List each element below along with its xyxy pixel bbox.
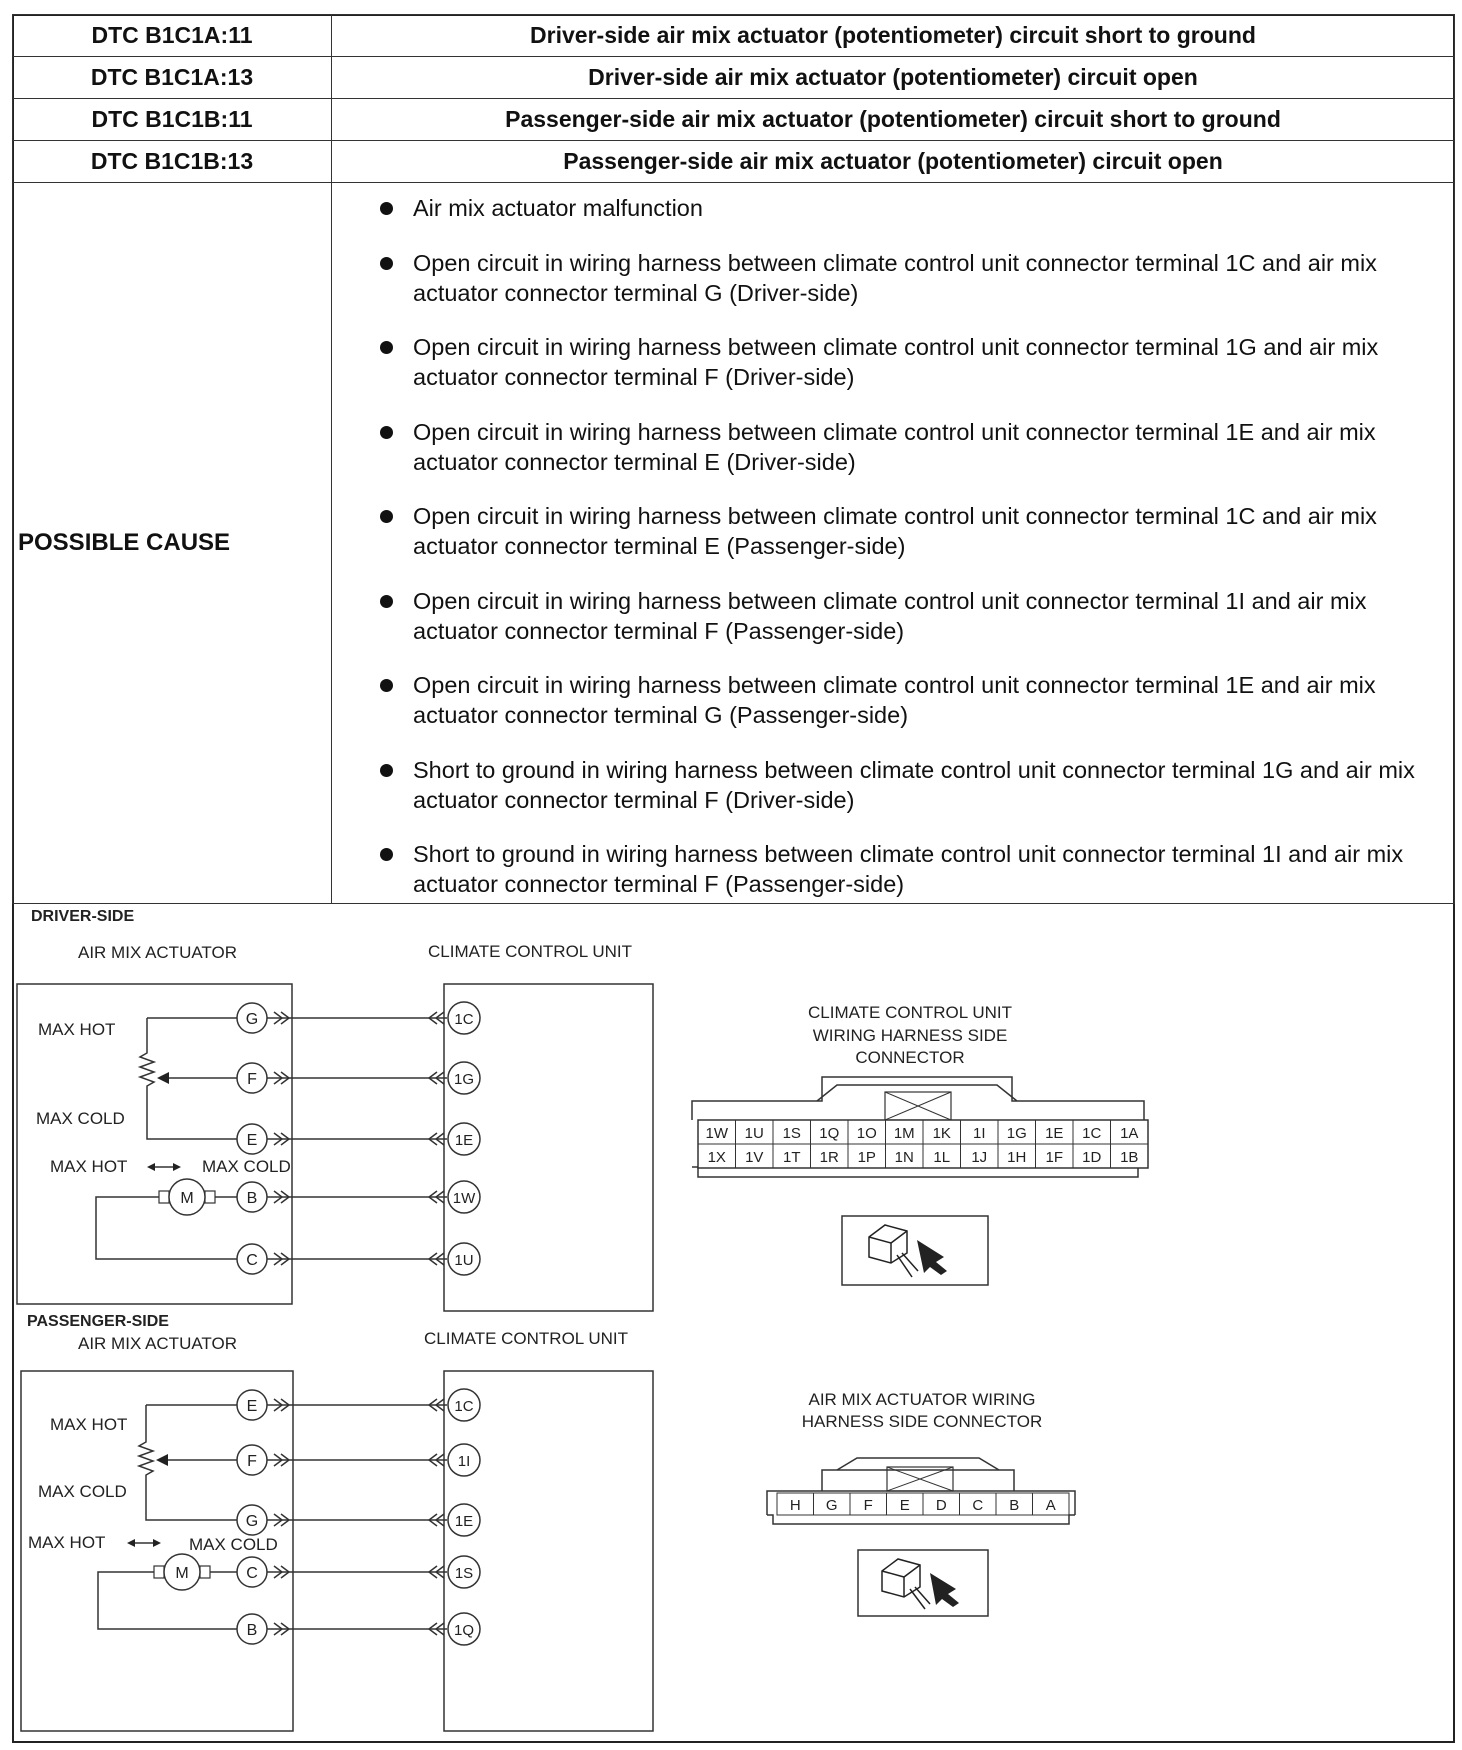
cause-text: Short to ground in wiring harness between climate control unit connector terminal 1G and air mix actuator connector terminal F (Driver-side) [413, 756, 1415, 813]
ccu-pin-label: 1W [452, 1190, 476, 1207]
ccu-pin-label: 1E [454, 1513, 474, 1530]
possible-cause-cell [332, 183, 1455, 904]
wiring-diagram [12, 905, 1455, 1741]
ccu-pin-label: 1C [454, 1398, 474, 1415]
passenger-max-cold-label: MAX COLD [38, 1482, 127, 1501]
list-item [380, 501, 1434, 561]
dtc-code: DTC B1C1A:13 [13, 57, 332, 99]
bullet-icon [380, 510, 393, 523]
table-row [13, 141, 1455, 183]
ccu-connector-title-line: CLIMATE CONTROL UNIT [807, 1003, 1013, 1022]
cause-text: Open circuit in wiring harness between climate control unit connector terminal 1E and air mix actuator connector terminal E (Driver-side) [413, 418, 1376, 475]
terminal-label: 1E [1045, 1125, 1064, 1142]
actuator-pin-label: B [246, 1190, 258, 1207]
ccu-connector-diagram [692, 1003, 1148, 1285]
cause-text: Air mix actuator malfunction [413, 195, 703, 221]
list-item [380, 839, 1434, 899]
passenger-actuator-title: AIR MIX ACTUATOR [78, 1334, 238, 1353]
ccu-pin-label: 1I [457, 1453, 471, 1470]
actuator-connector-terminals [777, 1493, 1069, 1515]
list-item [380, 332, 1434, 392]
list-item [380, 248, 1434, 308]
terminal-label: 1J [971, 1149, 988, 1166]
actuator-pin-label: B [246, 1622, 258, 1639]
actuator-pin-label: E [246, 1398, 258, 1415]
ccu-pin-label: 1G [453, 1071, 475, 1088]
passenger-potentiometer [139, 1405, 250, 1520]
actuator-pin-label: C [246, 1252, 258, 1269]
list-item [380, 755, 1434, 815]
bullet-icon [380, 764, 393, 777]
actuator-pin-label: G [245, 1011, 259, 1028]
actuator-connector-diagram [767, 1390, 1075, 1616]
passenger-section-title: PASSENGER-SIDE [27, 1313, 169, 1330]
ccu-pin-label: 1C [454, 1011, 474, 1028]
dtc-table [12, 14, 1455, 904]
terminal-label: F [863, 1497, 873, 1514]
terminal-label: 1G [1006, 1125, 1027, 1142]
driver-actuator-title: AIR MIX ACTUATOR [78, 943, 238, 962]
terminal-label: 1I [972, 1125, 986, 1142]
driver-side-diagram [17, 908, 653, 1311]
connector-view-icon [842, 1216, 988, 1285]
terminal-label: D [935, 1497, 947, 1514]
connector-view-icon [858, 1550, 988, 1616]
passenger-wiper-arrow [156, 1454, 250, 1466]
terminal-label: 1C [1082, 1125, 1102, 1142]
terminal-label: 1H [1007, 1149, 1027, 1166]
ccu-pin-label: 1Q [453, 1622, 475, 1639]
driver-motor-label: M [180, 1190, 194, 1207]
terminal-label: 1A [1120, 1125, 1139, 1142]
terminal-label: 1D [1082, 1149, 1102, 1166]
terminal-label: G [825, 1497, 838, 1514]
terminal-label: H [789, 1497, 801, 1514]
terminal-label: 1V [745, 1149, 764, 1166]
terminal-label: 1L [933, 1149, 951, 1166]
passenger-motor-hot-label: MAX HOT [28, 1533, 106, 1552]
bullet-icon [380, 202, 393, 215]
passenger-motor-circuit [98, 1554, 250, 1629]
driver-section-title: DRIVER-SIDE [31, 908, 135, 925]
passenger-side-diagram [21, 1313, 653, 1731]
driver-wiper-arrow [157, 1072, 250, 1084]
bullet-icon [380, 426, 393, 439]
ccu-connector-title-line: CONNECTOR [855, 1048, 965, 1067]
driver-motor-cold-label: MAX COLD [202, 1157, 291, 1176]
terminal-label: A [1045, 1497, 1056, 1514]
cause-text: Open circuit in wiring harness between climate control unit connector terminal 1I and air mix actuator connector terminal F (Passenger-side) [413, 587, 1367, 644]
terminal-label: 1Q [819, 1125, 840, 1142]
passenger-ccu-title: CLIMATE CONTROL UNIT [424, 1329, 629, 1348]
passenger-motor-cold-label: MAX COLD [189, 1535, 278, 1554]
driver-max-cold-label: MAX COLD [36, 1109, 125, 1128]
terminal-label: 1F [1045, 1149, 1064, 1166]
passenger-motor-arrows [127, 1539, 161, 1547]
bullet-icon [380, 848, 393, 861]
list-item [380, 193, 1434, 223]
terminal-label: C [972, 1497, 984, 1514]
terminal-label: 1T [782, 1149, 801, 1166]
bullet-icon [380, 595, 393, 608]
terminal-label: 1W [705, 1125, 728, 1142]
actuator-pin-label: F [247, 1453, 257, 1470]
ccu-pin-label: 1E [454, 1132, 474, 1149]
terminal-label: 1P [857, 1149, 876, 1166]
driver-motor-circuit [96, 1179, 250, 1259]
terminal-label: 1U [744, 1125, 764, 1142]
cause-text: Open circuit in wiring harness between climate control unit connector terminal 1E and air mix actuator connector terminal G (Passenger-side) [413, 672, 1376, 728]
terminal-label: 1N [894, 1149, 914, 1166]
cause-text: Open circuit in wiring harness between climate control unit connector terminal 1C and air mix actuator connector terminal E (Passenger-side) [413, 503, 1377, 559]
ccu-connector-terminals [698, 1120, 1148, 1168]
bullet-icon [380, 679, 393, 692]
list-item [380, 586, 1434, 646]
dtc-code: DTC B1C1A:11 [13, 15, 332, 57]
dtc-description: Passenger-side air mix actuator (potentiometer) circuit open [332, 141, 1455, 183]
driver-max-hot-label: MAX HOT [38, 1020, 116, 1039]
dtc-description: Driver-side air mix actuator (potentiometer) circuit open [332, 57, 1455, 99]
passenger-max-hot-label: MAX HOT [50, 1415, 128, 1434]
dtc-code: DTC B1C1B:11 [13, 99, 332, 141]
table-row [13, 15, 1455, 57]
cause-text: Open circuit in wiring harness between climate control unit connector terminal 1G and air mix actuator connector terminal F (Driver-side) [413, 334, 1379, 390]
terminal-label: 1O [856, 1125, 877, 1142]
ccu-pin-label: 1U [454, 1252, 474, 1269]
list-item [380, 670, 1434, 730]
terminal-label: 1S [782, 1125, 801, 1142]
dtc-description: Passenger-side air mix actuator (potentiometer) circuit short to ground [332, 99, 1455, 141]
terminal-label: E [899, 1497, 910, 1514]
actuator-pin-label: E [246, 1132, 258, 1149]
table-row [13, 99, 1455, 141]
ccu-connector-title-line: WIRING HARNESS SIDE [812, 1026, 1008, 1045]
possible-cause-row [13, 183, 1455, 904]
actuator-connector-title-line: HARNESS SIDE CONNECTOR [801, 1412, 1043, 1431]
list-item [380, 417, 1434, 477]
passenger-motor-label: M [175, 1565, 189, 1582]
terminal-label: 1M [893, 1125, 915, 1142]
terminal-label: 1K [932, 1125, 951, 1142]
actuator-connector-title-line: AIR MIX ACTUATOR WIRING [808, 1390, 1036, 1409]
cause-text: Open circuit in wiring harness between climate control unit connector terminal 1C and air mix actuator connector terminal G (Driver-side) [413, 249, 1377, 306]
dtc-code: DTC B1C1B:13 [13, 141, 332, 183]
driver-motor-hot-label: MAX HOT [50, 1157, 128, 1176]
terminal-label: 1R [819, 1149, 839, 1166]
table-row [13, 57, 1455, 99]
cause-text: Short to ground in wiring harness between climate control unit connector terminal 1I and air mix actuator connector terminal F (Passenger-side) [413, 841, 1404, 897]
bullet-icon [380, 341, 393, 354]
terminal-label: 1B [1120, 1149, 1139, 1166]
actuator-pin-label: F [247, 1071, 257, 1088]
dtc-description: Driver-side air mix actuator (potentiometer) circuit short to ground [332, 15, 1455, 57]
terminal-label: B [1009, 1497, 1020, 1514]
driver-ccu-title: CLIMATE CONTROL UNIT [428, 942, 633, 961]
ccu-pin-label: 1S [454, 1565, 474, 1582]
passenger-ccu-box [444, 1371, 653, 1731]
driver-motor-arrows [147, 1163, 181, 1171]
actuator-pin-label: G [245, 1513, 259, 1530]
actuator-pin-label: C [246, 1565, 258, 1582]
possible-cause-list [380, 193, 1434, 899]
terminal-label: 1X [707, 1149, 726, 1166]
possible-cause-label: POSSIBLE CAUSE [13, 183, 332, 904]
bullet-icon [380, 257, 393, 270]
